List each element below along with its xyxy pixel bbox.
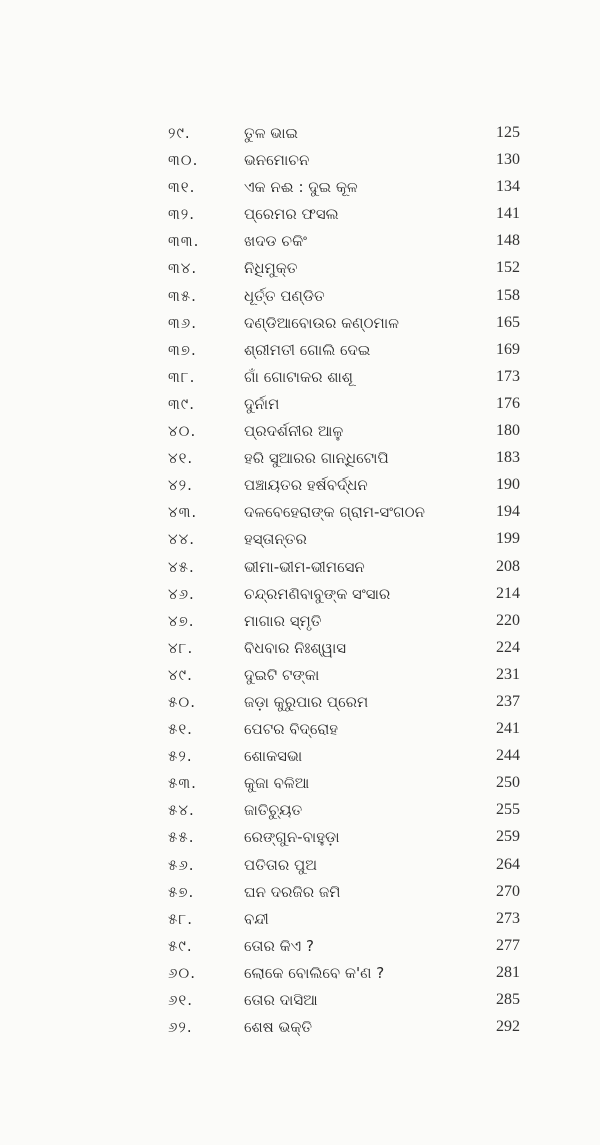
toc-number: ୪୪.: [168, 530, 195, 549]
toc-title: ରେଙ୍ଗୁନ-ବାହୁଡ଼ା: [244, 828, 340, 847]
toc-page-number: 125: [496, 124, 520, 141]
toc-page-number: 255: [496, 801, 520, 819]
toc-row: [0, 610, 600, 637]
toc-page-number: 158: [496, 286, 520, 304]
toc-row: [0, 447, 600, 474]
toc-title: ଖଦଡ ଚକିଂ: [244, 232, 308, 251]
toc-title: ତୁଳ ଭାଇ: [244, 124, 298, 142]
toc-number: ୬୨.: [168, 1018, 193, 1037]
toc-row: [0, 528, 600, 555]
toc-number: ୪୫.: [168, 557, 195, 576]
toc-page-number: 190: [496, 476, 520, 494]
toc-number: ୩୫.: [168, 286, 197, 305]
table-of-contents: [0, 122, 600, 1043]
toc-page-number: 264: [496, 855, 520, 873]
toc-title: ତୋର ଦାସିଆ: [244, 991, 318, 1009]
toc-title: ଏକ ନଈ : ଦୁଇ କୂଳ: [244, 178, 358, 197]
toc-page-number: 180: [496, 422, 520, 440]
toc-title: ପ୍ରେମର ଫସଲ: [244, 205, 339, 224]
toc-row: [0, 799, 600, 826]
toc-number: ୩୬.: [168, 313, 197, 332]
toc-page-number: 250: [496, 774, 520, 792]
toc-row: [0, 393, 600, 420]
toc-row: [0, 556, 600, 583]
toc-number: ୪୮.: [168, 638, 194, 657]
toc-row: [0, 881, 600, 908]
toc-number: ୫୮.: [168, 909, 193, 928]
toc-title: ପେଟର ବିଦ୍ରୋହ: [244, 720, 339, 739]
toc-row: [0, 474, 600, 501]
toc-row: [0, 691, 600, 718]
toc-row: [0, 718, 600, 745]
toc-number: ୫୪.: [168, 801, 195, 820]
toc-title: ଶ୍ରୀମତୀ ଗୋଲି ଦେଇ: [244, 340, 371, 359]
toc-page-number: 281: [496, 963, 520, 981]
toc-page-number: 270: [496, 882, 520, 900]
toc-page-number: 208: [496, 557, 520, 575]
toc-row: [0, 664, 600, 691]
toc-title: ଜାତିଚ୍ୟୁତ: [244, 801, 303, 820]
toc-title: ହରି ସୁଆରର ଗାନ୍ଧିଟୋପି: [244, 449, 389, 468]
toc-title: ଦଣ୍ଡିଆବୋଉର କଣ୍ଠମାଳ: [244, 313, 399, 332]
toc-page-number: 183: [496, 449, 520, 467]
toc-number: ୪୧.: [168, 449, 194, 468]
toc-row: [0, 312, 600, 339]
toc-title: କୁଜା ବଳିଆ: [244, 774, 310, 793]
toc-row: [0, 637, 600, 664]
toc-page-number: 224: [496, 638, 520, 656]
toc-number: ୪୬.: [168, 584, 195, 603]
toc-page-number: 176: [496, 394, 520, 412]
toc-title: ନିଧିମୁକ୍ତ: [244, 259, 298, 278]
toc-row: [0, 230, 600, 257]
toc-row: [0, 257, 600, 284]
toc-row: [0, 122, 600, 149]
toc-title: ପତିତାର ପୁଅ: [244, 855, 318, 874]
toc-page-number: 165: [496, 313, 520, 331]
toc-title: ଦୁଇଟି ଟଙ୍କା: [244, 665, 320, 684]
toc-title: ଧୂର୍ତ୍ତ ପଣ୍ଡିତ: [244, 286, 325, 305]
toc-title: ପ୍ରଦର୍ଶନୀର ଆଳୁ: [244, 422, 344, 441]
toc-title: ଘନ ଦରଜିର ଜମି: [244, 882, 341, 901]
toc-number: ୫୬.: [168, 855, 195, 874]
toc-row: [0, 854, 600, 881]
toc-page-number: 194: [496, 503, 520, 521]
toc-number: ୩୧.: [168, 178, 196, 197]
toc-title: ଜଡ଼ା କୁରୁପାର ପ୍ରେମ: [244, 692, 369, 711]
toc-number: ୫୭.: [168, 882, 195, 901]
toc-number: ୬୧.: [168, 991, 194, 1009]
toc-title: ଭନମୋଚନ: [244, 151, 310, 170]
toc-title: ଦୁର୍ନାମ: [244, 394, 280, 413]
toc-page-number: 169: [496, 340, 520, 358]
toc-page-number: 277: [496, 936, 520, 954]
toc-page-number: 214: [496, 584, 520, 602]
toc-number: ୬୦.: [168, 963, 197, 982]
toc-page-number: 273: [496, 909, 520, 927]
toc-row: [0, 501, 600, 528]
toc-number: ୩୮.: [168, 367, 196, 386]
toc-row: [0, 176, 600, 203]
toc-page-number: 237: [496, 692, 520, 710]
toc-title: ଶେଷ ଭକ୍ତି: [244, 1018, 313, 1037]
toc-title: ପଞ୍ଚାୟତର ହର୍ଷବର୍ଦ୍ଧନ: [244, 476, 368, 495]
toc-number: ୩୭.: [168, 340, 197, 359]
toc-title: ଲୋକେ ବୋଲିବେ କ'ଣ ?: [244, 963, 385, 982]
toc-page-number: 152: [496, 259, 520, 277]
toc-page-number: 130: [496, 151, 520, 169]
toc-number: ୫୧.: [168, 720, 193, 739]
toc-number: ୫୫.: [168, 828, 195, 847]
toc-title: ହସ୍ତାନ୍ତର: [244, 530, 307, 549]
toc-title: ଭୀମା-ଭୀମ-ଭୀମସେନ: [244, 557, 365, 576]
toc-number: ୫୯.: [168, 936, 193, 955]
toc-row: [0, 908, 600, 935]
toc-page-number: 231: [496, 665, 520, 683]
toc-row: [0, 745, 600, 772]
toc-number: ୩୪.: [168, 259, 198, 278]
toc-row: [0, 1016, 600, 1043]
toc-page-number: 134: [496, 178, 520, 196]
toc-row: [0, 935, 600, 962]
toc-page-number: 285: [496, 991, 520, 1008]
toc-page-number: 220: [496, 611, 520, 629]
toc-number: ୩୦.: [168, 151, 199, 170]
toc-row: [0, 339, 600, 366]
toc-title: ଚନ୍ଦ୍ରମଣିବାବୁଙ୍କ ସଂସାର: [244, 584, 391, 603]
toc-number: ୪୩.: [168, 503, 198, 522]
toc-title: ତୋର କିଏ ?: [244, 936, 314, 955]
toc-row: [0, 826, 600, 853]
toc-title: ଶୋକସଭା: [244, 747, 303, 766]
toc-row: [0, 420, 600, 447]
toc-number: ୩୯.: [168, 394, 196, 413]
toc-page-number: 259: [496, 828, 520, 846]
toc-row: [0, 583, 600, 610]
toc-number: ୫୨.: [168, 747, 193, 766]
toc-page-number: 244: [496, 747, 520, 765]
toc-page-number: 292: [496, 1018, 520, 1036]
toc-title: ବିଧବାର ନିଃଶ୍ୱାସ: [244, 638, 347, 657]
toc-number: ୪୯.: [168, 665, 193, 684]
toc-number: ୫୩.: [168, 774, 197, 793]
toc-row: [0, 366, 600, 393]
toc-number: ୫୦.: [168, 692, 196, 711]
toc-title: ମାଗାର ସ୍ମୃତି: [244, 611, 322, 630]
toc-title: ଦଳବେହେରାଙ୍କ ଗ୍ରାମ-ସଂଗଠନ: [244, 503, 425, 522]
toc-number: ୪୨.: [168, 476, 193, 495]
toc-number: ୩୩.: [168, 232, 200, 251]
toc-row: [0, 203, 600, 230]
toc-row: [0, 149, 600, 176]
toc-number: ୪୭.: [168, 611, 195, 630]
toc-number: ୩୨.: [168, 205, 196, 224]
toc-page-number: 241: [496, 720, 520, 738]
toc-page-number: 141: [496, 205, 520, 223]
toc-row: [0, 772, 600, 799]
toc-row: [0, 962, 600, 989]
toc-title: ବନ୍ଦୀ: [244, 909, 269, 928]
toc-row: [0, 285, 600, 312]
toc-page-number: 173: [496, 367, 520, 385]
toc-row: [0, 989, 600, 1016]
toc-title: ଗାଁ ଗୋଟାକର ଶାଶୂ: [244, 367, 353, 386]
toc-number: ୨୯.: [168, 124, 191, 142]
toc-number: ୪୦.: [168, 422, 197, 441]
toc-page-number: 199: [496, 530, 520, 548]
toc-page-number: 148: [496, 232, 520, 250]
